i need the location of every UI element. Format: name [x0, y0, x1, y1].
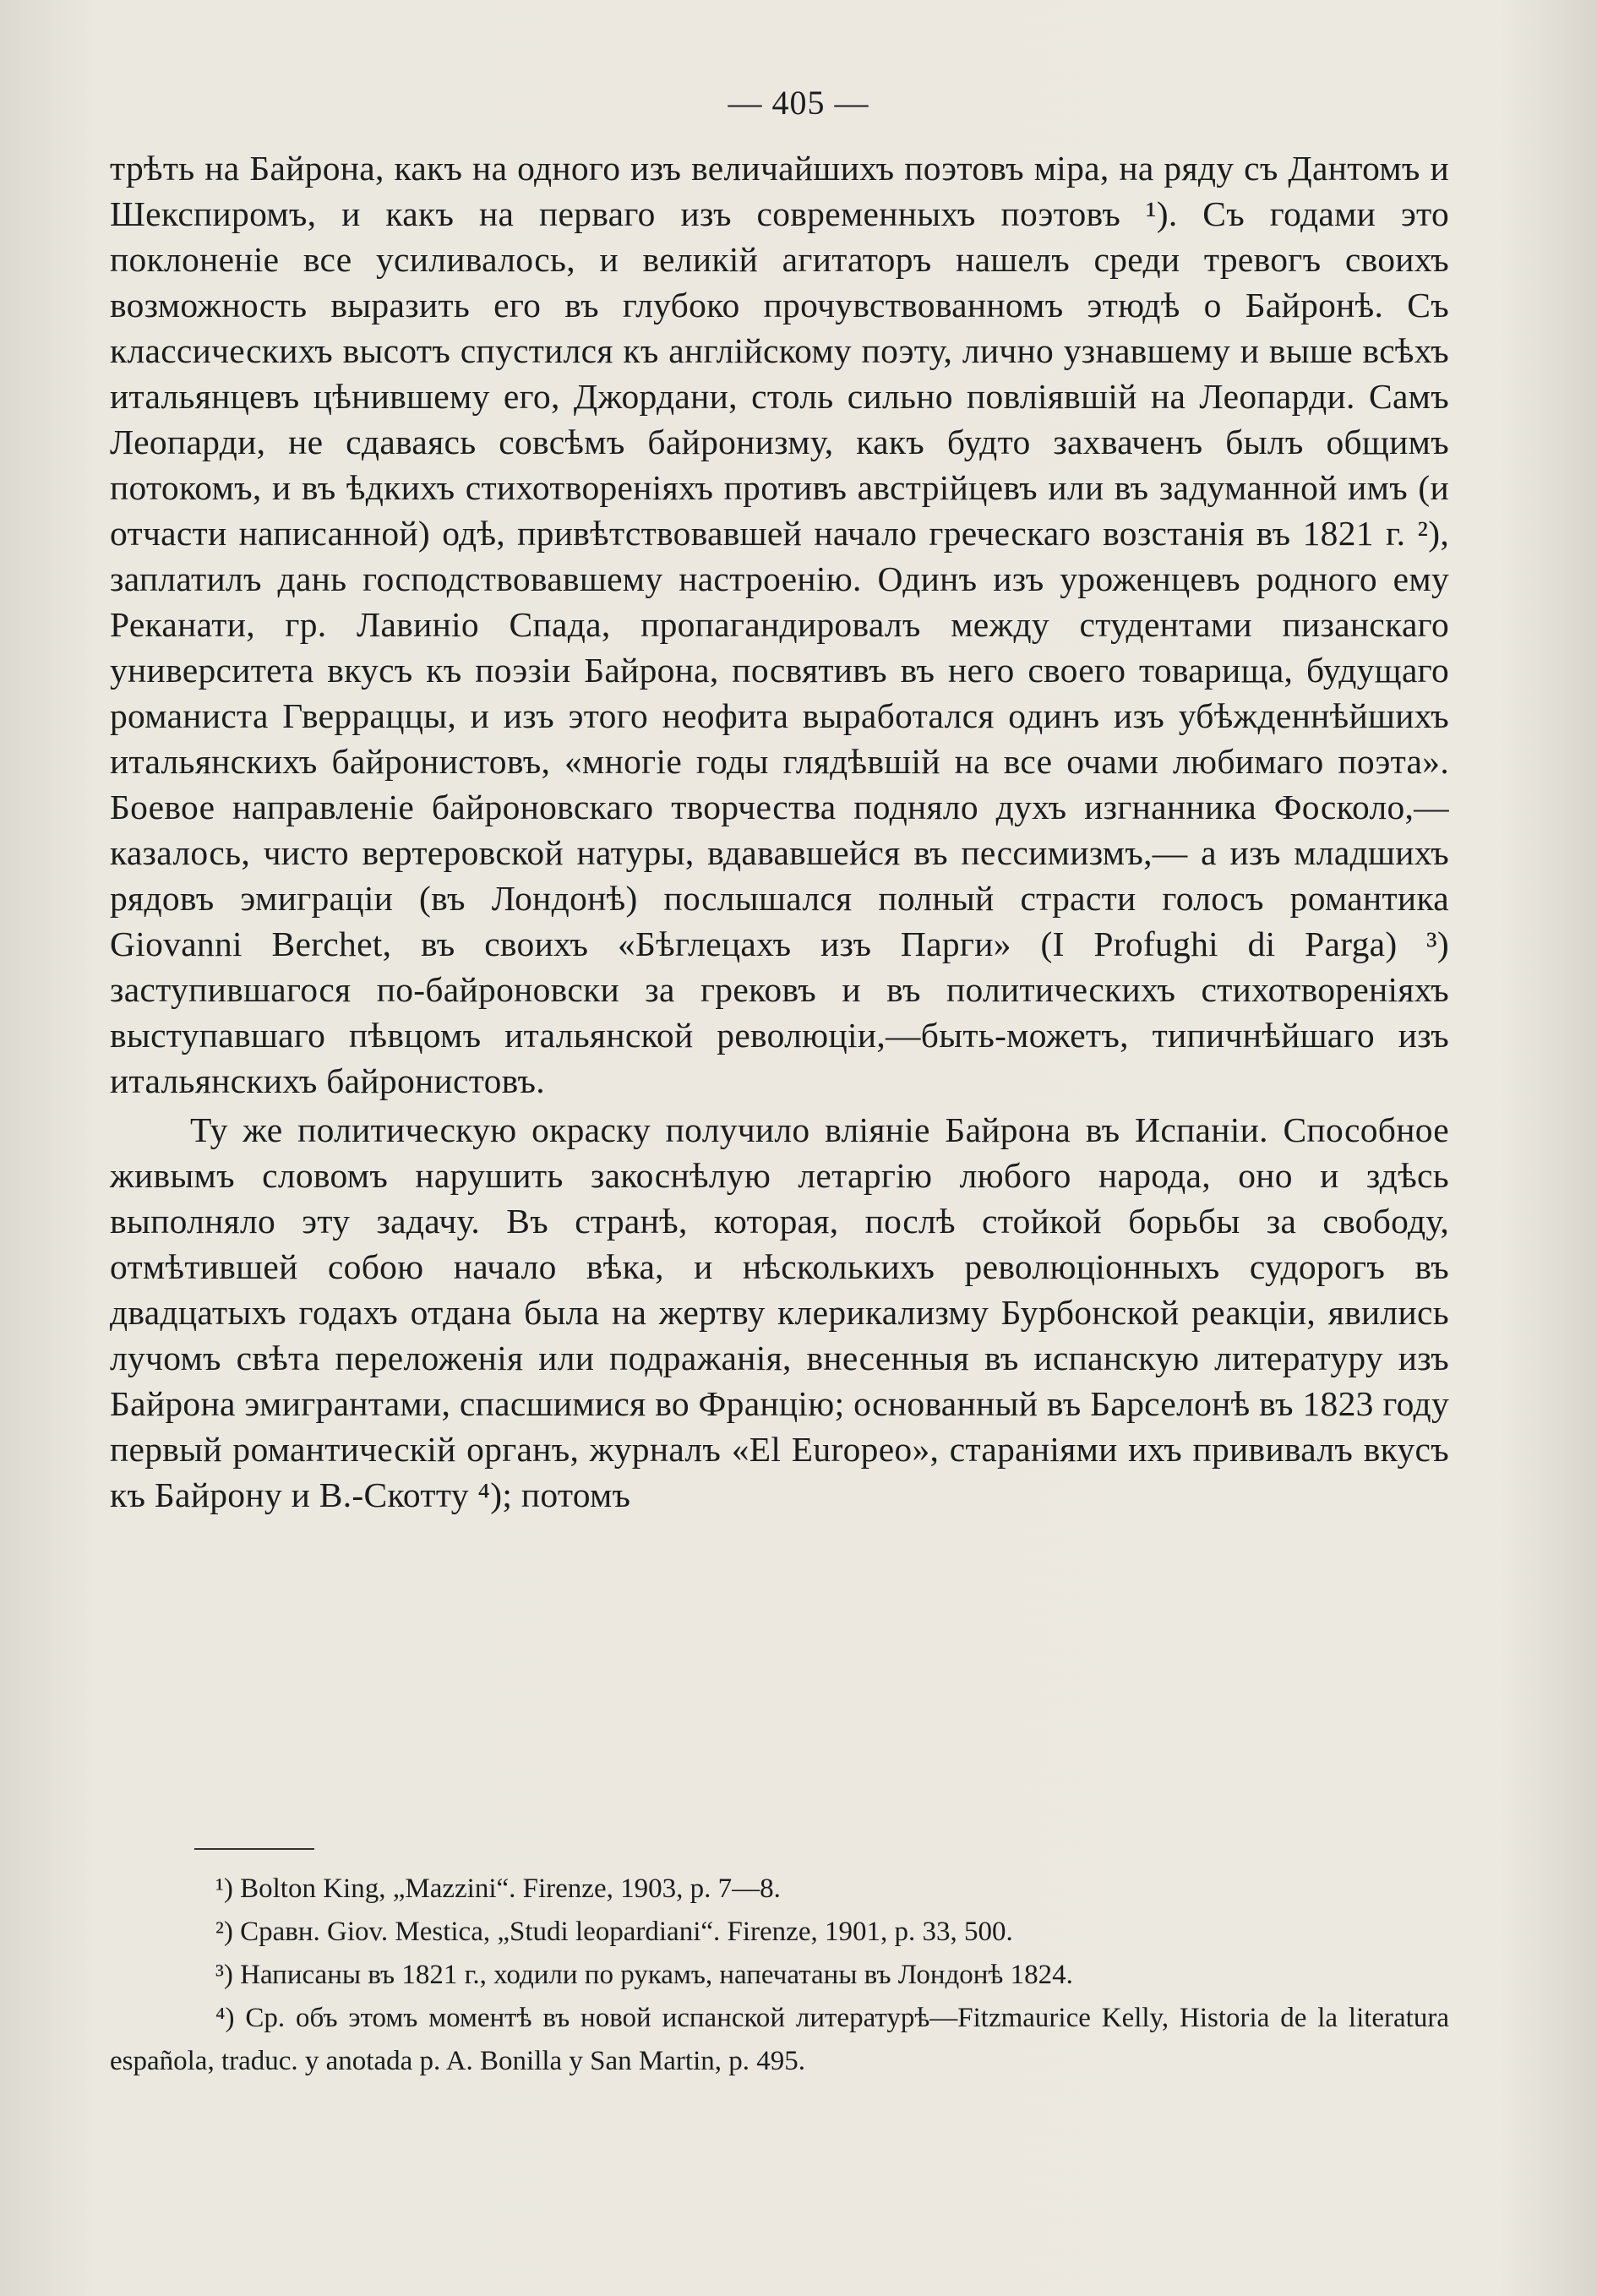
main-text	[110, 145, 1449, 1518]
paragraph-1: трѣть на Байрона, какъ на одного изъ величайшихъ поэтовъ міра, на ряду съ Дантомъ и Шекспиромъ, и какъ на перваго изъ современныхъ поэтовъ ¹). Съ годами это поклоненіе все усиливалось, и великій агитаторъ нашелъ среди тревогъ своихъ возможность выразить его въ глубоко прочувствованномъ этюдѣ о Байронѣ. Съ классическихъ высотъ спустился къ англійскому поэту, лично узнавшему и выше всѣхъ итальянцевъ цѣнившему его, Джордани, столь сильно повліявшій на Леопарди. Самъ Леопарди, не сдаваясь совсѣмъ байронизму, какъ будто захваченъ былъ общимъ потокомъ, и въ ѣдкихъ стихотвореніяхъ противъ австрійцевъ или въ задуманной имъ (и отчасти написанной) одѣ, привѣтствовавшей начало греческаго возстанія въ 1821 г. ²), заплатилъ дань господствовавшему настроенію. Одинъ изъ уроженцевъ родного ему Реканати, гр. Лавиніо Спада, пропагандировалъ между студентами пизанскаго университета вкусъ къ поэзіи Байрона, посвятивъ въ него своего товарища, будущаго романиста Гверраццы, и изъ этого неофита выработался одинъ изъ убѣжденнѣйшихъ итальянскихъ байронистовъ, «многіе годы глядѣвшій на все очами любимаго поэта». Боевое направленіе байроновскаго творчества подняло духъ изгнанника Фосколо,—казалось, чисто вертеровской натуры, вдававшейся въ пессимизмъ,— а изъ младшихъ рядовъ эмиграціи (въ Лондонѣ) послышался полный страсти голосъ романтика Giovanni Berchet, въ своихъ «Бѣглецахъ изъ Парги» (I Profughi di Parga) ³) заступившагося по-байроновски за грековъ и въ политическихъ стихотвореніяхъ выступавшаго пѣвцомъ итальянской революціи,—быть-можетъ, типичнѣйшаго изъ итальянскихъ байронистовъ.	[110, 149, 1449, 1100]
footnote-2: ²) Сравн. Giov. Mestica, „Studi leopardiani“. Firenze, 1901, p. 33, 500.	[215, 1917, 1013, 1947]
paragraph-2: Ту же политическую окраску получило вліяніе Байрона въ Испаніи. Способное живымъ словомъ нарушить закоснѣлую летаргію любого народа, оно и здѣсь выполняло эту задачу. Въ странѣ, которая, послѣ стойкой борьбы за свободу, отмѣтившей собою начало вѣка, и нѣсколькихъ революціонныхъ судорогъ въ двадцатыхъ годахъ отдана была на жертву клерикализму Бурбонской реакціи, явились лучомъ свѣта переложенія или подражанія, внесенныя въ испанскую литературу изъ Байрона эмигрантами, спасшимися во Францію; основанный въ Барселонѣ въ 1823 году первый романтическій органъ, журналъ «El Europeo», стараніями ихъ прививалъ вкусъ къ Байрону и В.-Скотту ⁴); потомъ	[110, 1110, 1449, 1514]
footnotes	[110, 1868, 1449, 2083]
footnote-4: ⁴) Ср. объ этомъ моментѣ въ новой испанской литературѣ—Fitzmaurice Kelly, Historia de la literatura española, traduc. y anotada p. A. Bonilla y San Martin, p. 495.	[110, 2003, 1449, 2076]
footnote-1: ¹) Bolton King, „Mazzini“. Firenze, 1903, p. 7—8.	[215, 1873, 781, 1904]
page-number: — 405 —	[728, 84, 869, 122]
footnote-3: ³) Написаны въ 1821 г., ходили по рукамъ, напечатаны въ Лондонѣ 1824.	[215, 1960, 1073, 1990]
footnote-divider	[194, 1848, 314, 1850]
